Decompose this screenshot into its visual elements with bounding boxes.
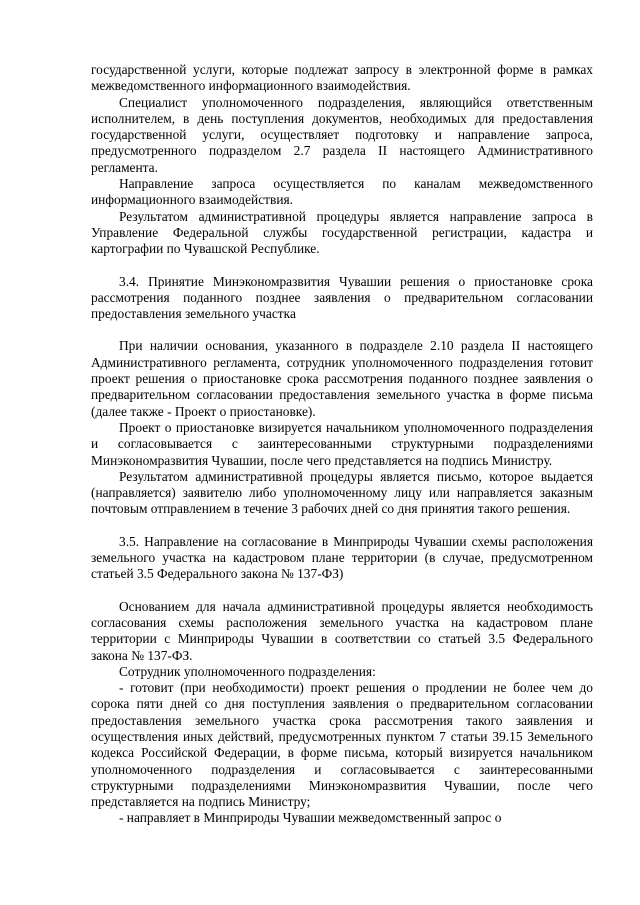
paragraph-continuation: государственной услуги, которые подлежат запросу в электронной форме в рамках межведомственного информационного взаимодействия. xyxy=(91,62,593,94)
spacer xyxy=(91,518,593,534)
paragraph-prepares: - готовит (при необходимости) проект решения о продлении не более чем до сорока пяти дней со дня поступления заявления о предварительном согласовании предоставления земельного участка срока рассмотрения такого заявления и осуществления иных действий, предусмотренных пунктом 7 статьи 39.15 Земельного кодекса Российской Федерации, в форме письма, который визируется начальником уполномоченного подразделения и согласовывается с заинтересованными структурными подразделениями Минэкономразвития Чувашии, после чего представляется на подпись Министру; xyxy=(91,680,593,810)
paragraph-result-letter: Результатом административной процедуры является письмо, которое выдается (направляется) заявителю либо уполномоченному лицу или направляется заказным почтовым отправлением в течение 3 рабочих дней со дня принятия такого решения. xyxy=(91,468,593,517)
paragraph-employee: Сотрудник уполномоченного подразделения: xyxy=(119,663,376,679)
spacer xyxy=(91,322,593,338)
paragraph-basis: Основанием для начала административной процедуры является необходимость согласования схемы расположения земельного участка на кадастровом плане территории с Минприроды Чувашии в соответствии со статьей 3.5 Федерального закона № 137-ФЗ. xyxy=(91,598,593,663)
paragraph-sends-request: - направляет в Минприроды Чувашии межведомственный запрос о xyxy=(119,810,502,826)
paragraph-result-request: Результатом административной процедуры является направление запроса в Управление Федеральной службы государственной регистрации, кадастра и картографии по Чувашской Республике. xyxy=(91,208,593,257)
paragraph-specialist: Специалист уполномоченного подразделения, являющийся ответственным исполнителем, в день поступления документов, необходимых для предоставления государственной услуги, осуществляет подготовку и направление запроса, предусмотренного подразделом 2.7 раздела II настоящего Административного регламента. xyxy=(91,94,593,175)
spacer xyxy=(91,258,593,274)
section-heading-3-4: 3.4. Принятие Минэкономразвития Чувашии решения о приостановке срока рассмотрения поданного позднее заявления о предварительном согласовании предоставления земельного участка xyxy=(91,273,593,322)
section-heading-3-5: 3.5. Направление на согласование в Минприроды Чувашии схемы расположения земельного участка на кадастровом плане территории (в случае, предусмотренном статьей 3.5 Федерального закона № 137-ФЗ) xyxy=(91,533,593,582)
paragraph-project-approval: Проект о приостановке визируется начальником уполномоченного подразделения и согласовывается с заинтересованными структурными подразделениями Минэкономразвития Чувашии, после чего представляется на подпись Министру. xyxy=(91,419,593,468)
paragraph-request-channel: Направление запроса осуществляется по каналам межведомственного информационного взаимодействия. xyxy=(91,176,593,208)
paragraph-grounds: При наличии основания, указанного в подразделе 2.10 раздела II настоящего Административного регламента, сотрудник уполномоченного подразделения готовит проект решения о приостановке срока рассмотрения поданного позднее заявления о предварительном согласовании предоставления земельного участка в форме письма (далее также - Проект о приостановке). xyxy=(91,338,593,419)
spacer xyxy=(91,583,593,599)
document-page xyxy=(91,62,593,827)
